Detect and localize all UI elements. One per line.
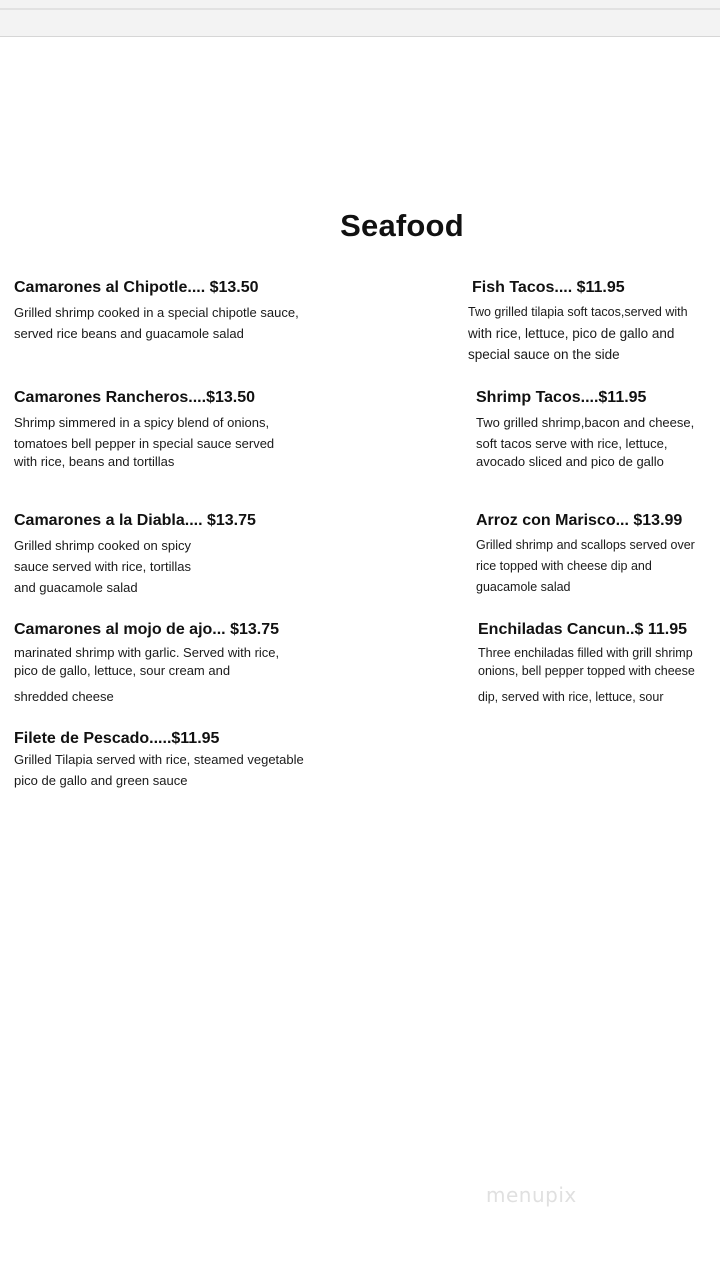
desc-line: rice topped with cheese dip and [476, 559, 652, 573]
desc-line: dip, served with rice, lettuce, sour [478, 690, 664, 704]
desc-line: Two grilled tilapia soft tacos,served with [468, 305, 688, 319]
desc-line: pico de gallo, lettuce, sour cream and [14, 663, 231, 678]
desc-line: Two grilled shrimp,bacon and cheese, [476, 415, 695, 430]
menu-item-description [478, 644, 695, 706]
menu-item-name: Fish Tacos.... $11.95 [472, 279, 625, 296]
top-bar-divider [0, 8, 720, 10]
desc-line: pico de gallo and green sauce [14, 773, 188, 788]
desc-line: shredded cheese [14, 689, 114, 704]
menu-item-description [14, 535, 256, 598]
desc-line: Grilled shrimp and scallops served over [476, 538, 695, 552]
desc-line: with rice, beans and tortillas [14, 454, 175, 469]
menu-item-shrimp-tacos [476, 388, 694, 472]
menu-item-description [14, 749, 304, 791]
desc-line: special sauce on the side [468, 347, 620, 362]
browser-top-bar [0, 0, 720, 37]
desc-line: served rice beans and guacamole salad [14, 326, 244, 341]
desc-line: onions, bell pepper topped with cheese [478, 664, 695, 678]
menu-item-arroz-con-marisco [476, 511, 695, 598]
menu-item-name: Enchiladas Cancun..$ 11.95 [478, 621, 687, 638]
desc-line: Grilled Tilapia served with rice, steamed vegetable [14, 752, 304, 767]
menu-item-description [476, 412, 694, 472]
menu-item-name: Camarones al mojo de ajo... $13.75 [14, 621, 279, 638]
menu-item-description [14, 412, 274, 472]
menu-item-name: Shrimp Tacos....$11.95 [476, 389, 647, 406]
desc-line: marinated shrimp with garlic. Served with rice, [14, 645, 280, 660]
menu-item-description [14, 644, 279, 706]
desc-line: Three enchiladas filled with grill shrimp [478, 646, 693, 660]
watermark-logo: menupix [486, 1183, 577, 1207]
menu-item-camarones-chipotle [14, 278, 299, 344]
menu-item-name: Camarones a la Diabla.... $13.75 [14, 512, 256, 529]
menu-item-name: Camarones Rancheros....$13.50 [14, 389, 256, 406]
desc-line: avocado sliced and pico de gallo [476, 454, 664, 469]
desc-line: guacamole salad [476, 580, 571, 594]
desc-line: and guacamole salad [14, 580, 138, 595]
desc-line: Grilled shrimp cooked in a special chipotle sauce, [14, 305, 299, 320]
desc-line: soft tacos serve with rice, lettuce, [476, 436, 668, 451]
desc-line: with rice, lettuce, pico de gallo and [468, 326, 675, 341]
desc-line: Shrimp simmered in a spicy blend of onions, [14, 415, 270, 430]
menu-item-filete-de-pescado [14, 729, 304, 791]
menu-item-description [14, 302, 299, 344]
menu-item-description [476, 535, 695, 598]
menu-item-description [468, 302, 688, 365]
menu-item-name: Camarones al Chipotle.... $13.50 [14, 279, 259, 296]
page-title: Seafood [340, 208, 464, 243]
menu-item-name: Filete de Pescado.....$11.95 [14, 730, 220, 747]
desc-line: sauce served with rice, tortillas [14, 559, 192, 574]
menu-item-camarones-mojo-de-ajo [14, 620, 279, 706]
desc-line: tomatoes bell pepper in special sauce served [14, 436, 275, 451]
menu-item-enchiladas-cancun [478, 620, 695, 706]
desc-line: Grilled shrimp cooked on spicy [14, 538, 192, 553]
menu-item-fish-tacos [468, 278, 688, 365]
menu-item-name: Arroz con Marisco... $13.99 [476, 512, 683, 529]
menu-item-camarones-rancheros [14, 388, 274, 472]
menu-item-camarones-diabla [14, 511, 256, 598]
